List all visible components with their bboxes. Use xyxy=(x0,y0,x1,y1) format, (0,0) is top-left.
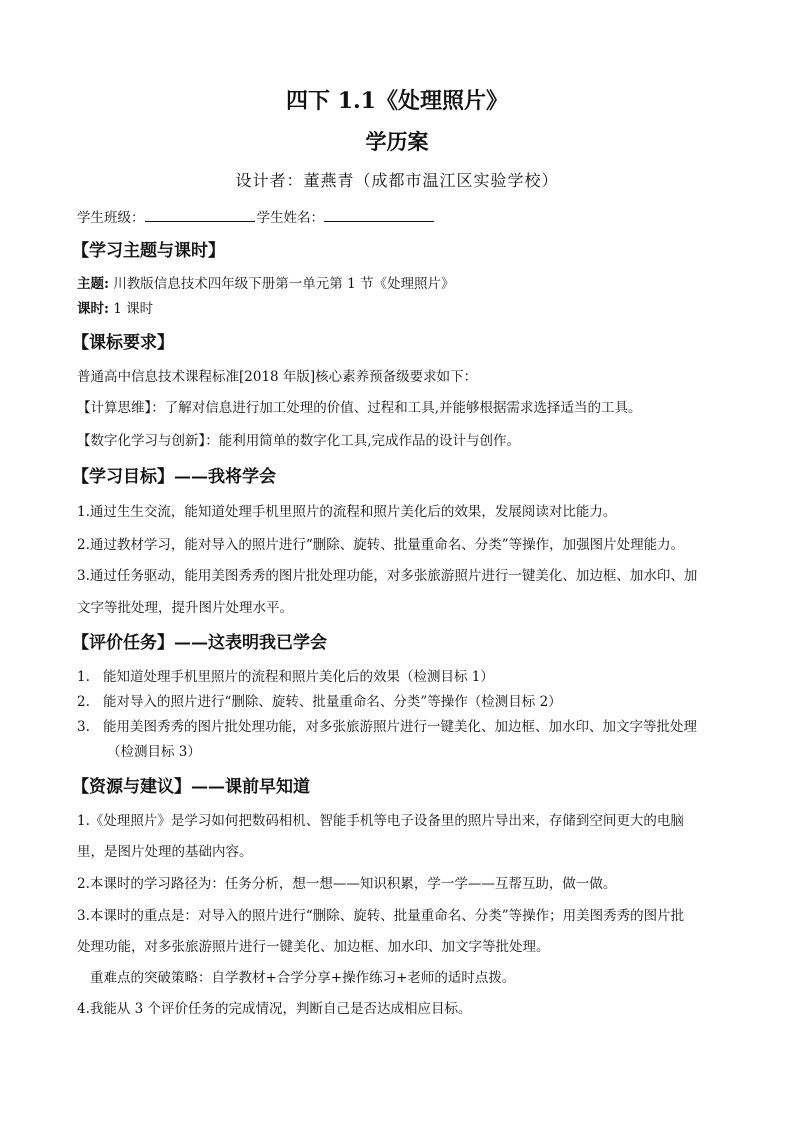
assessment-num-3: 3. xyxy=(77,719,90,735)
class-blank xyxy=(145,209,255,222)
resource-strategy: 重难点的突破策略：自学教材+合学分享+操作练习+老师的适时点拨。 xyxy=(90,970,516,986)
topic-value: 川教版信息技术四年级下册第一单元第 1 节《处理照片》 xyxy=(113,276,455,292)
student-info-line xyxy=(77,206,436,226)
resource-item-1b: 里，是图片处理的基础内容。 xyxy=(77,844,253,860)
doc-title: 四下 1.1《处理照片》 xyxy=(286,88,508,114)
hours-value: 1 课时 xyxy=(113,301,154,317)
standards-line-2: 【计算思维】：了解对信息进行加工处理的价值、过程和工具,并能够根据需求选择适当的工具。 xyxy=(77,400,642,416)
hours-line xyxy=(77,297,153,317)
assessment-text-3: 能用美图秀秀的图片批处理功能，对多张旅游照片进行一键美化、加边框、加水印、加文字等批处理 xyxy=(103,719,697,735)
assessment-item-2 xyxy=(77,690,562,710)
assessment-num-2: 2. xyxy=(77,694,90,710)
assessment-text-2: 能对导入的照片进行“删除、旋转、批量重命名、分类”等操作（检测目标 2） xyxy=(103,694,562,710)
resource-item-3a: 3.本课时的重点是：对导入的照片进行“删除、旋转、批量重命名、分类”等操作；用美图秀秀的图片批 xyxy=(77,908,685,924)
goal-item-1: 1.通过生生交流，能知道处理手机里照片的流程和照片美化后的效果，发展阅读对比能力。 xyxy=(77,504,617,520)
section-heading-assessment: 【评价任务】——这表明我已学会 xyxy=(72,633,327,653)
topic-label: 主题: xyxy=(77,276,109,292)
assessment-item-3-cont: （检测目标 3） xyxy=(107,744,201,760)
assessment-item-3 xyxy=(77,715,697,735)
assessment-num-1: 1. xyxy=(77,669,90,685)
goal-item-3b: 文字等批处理，提升图片处理水平。 xyxy=(77,600,293,616)
standards-line-3: 【数字化学习与创新】：能利用简单的数字化工具,完成作品的设计与创作。 xyxy=(77,433,521,449)
section-heading-topic: 【学习主题与课时】 xyxy=(72,241,225,261)
topic-line xyxy=(77,272,454,292)
section-heading-standards: 【课标要求】 xyxy=(72,333,174,353)
resource-item-4: 4.我能从 3 个评价任务的完成情况，判断自己是否达成相应目标。 xyxy=(77,1001,472,1017)
class-label: 学生班级： xyxy=(77,210,145,226)
name-label: 学生姓名： xyxy=(256,210,324,226)
assessment-item-1 xyxy=(77,665,494,685)
section-heading-resources: 【资源与建议】——课前早知道 xyxy=(72,777,310,797)
resource-item-2: 2.本课时的学习路径为：任务分析，想一想——知识积累，学一学——互帮互助，做一做。 xyxy=(77,876,617,892)
goal-item-3a: 3.通过任务驱动，能用美图秀秀的图片批处理功能，对多张旅游照片进行一键美化、加边框、加水印、加 xyxy=(77,568,698,584)
doc-subtitle: 学历案 xyxy=(365,129,429,154)
section-heading-goals: 【学习目标】——我将学会 xyxy=(72,467,276,487)
resource-item-3b: 处理功能，对多张旅游照片进行一键美化、加边框、加水印、加文字等批处理。 xyxy=(77,939,550,955)
name-blank xyxy=(324,209,434,222)
designer-line: 设计者：董燕青（成都市温江区实验学校） xyxy=(235,171,559,190)
assessment-text-1: 能知道处理手机里照片的流程和照片美化后的效果（检测目标 1） xyxy=(103,669,494,685)
hours-label: 课时: xyxy=(77,301,109,317)
resource-item-1a: 1.《处理照片》是学习如何把数码相机、智能手机等电子设备里的照片导出来，存储到空间更大的电脑 xyxy=(77,813,684,829)
goal-item-2: 2.通过教材学习，能对导入的照片进行“删除、旋转、批量重命名、分类”等操作，加强图片处理能力。 xyxy=(77,537,685,553)
standards-line-1: 普通高中信息技术课程标准[2018 年版]核心素养预备级要求如下： xyxy=(77,369,478,385)
